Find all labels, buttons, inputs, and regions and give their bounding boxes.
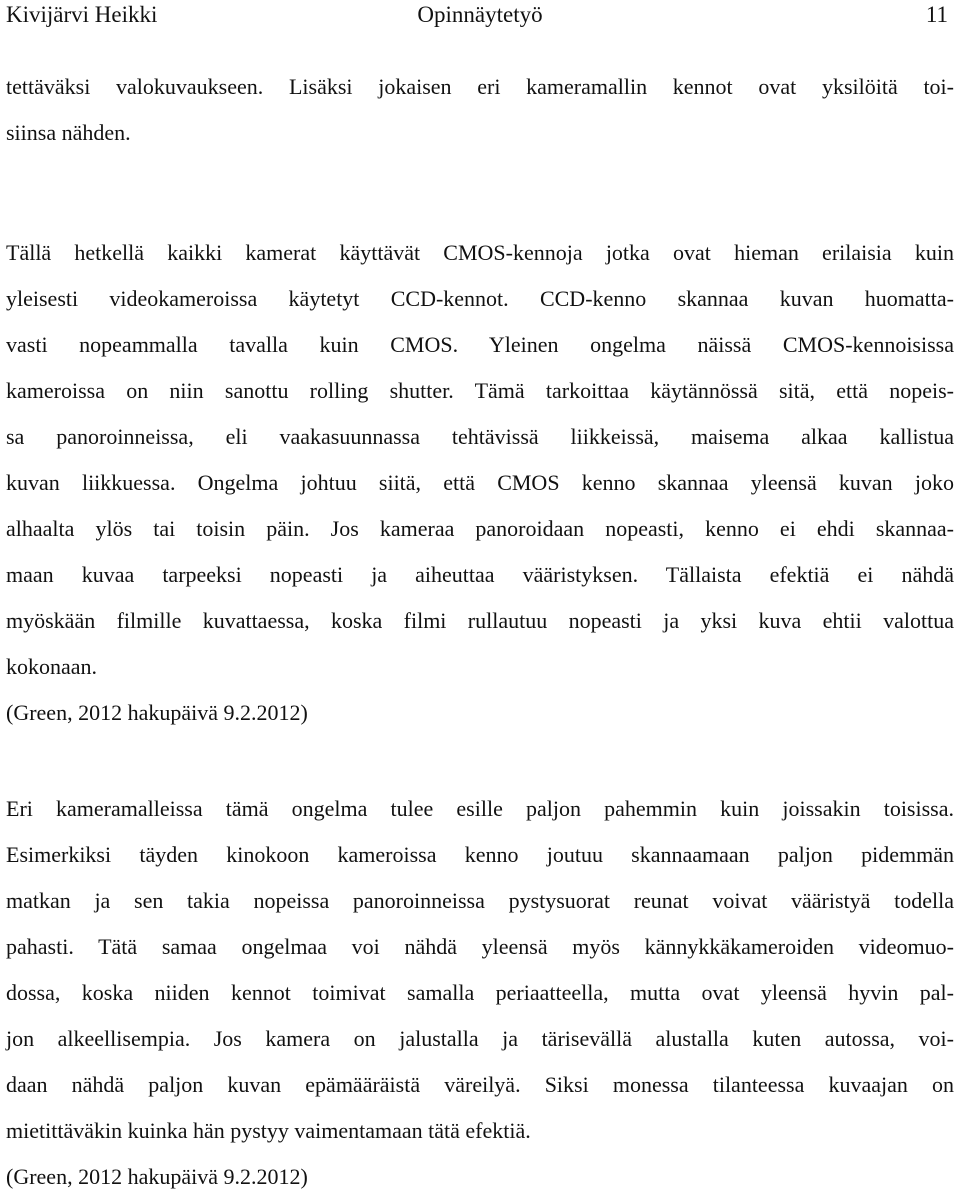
body-line: Tällä hetkellä kaikki kamerat käyttävät CMOS-kennoja jotka ovat hieman erilaisia kuin xyxy=(6,240,954,265)
body-line: Esimerkiksi täyden kinokoon kameroissa kenno joutuu skannaamaan paljon pidemmän xyxy=(6,842,954,867)
page-header xyxy=(6,0,954,34)
body-line: kokonaan. xyxy=(6,654,98,679)
body-line: matkan ja sen takia nopeissa panoroinneissa pystysuorat reunat voivat vääristyä todella xyxy=(6,888,954,913)
body-line: dossa, koska niiden kennot toimivat samalla periaatteella, mutta ovat yleensä hyvin pal- xyxy=(6,980,954,1005)
body-line: vasti nopeammalla tavalla kuin CMOS. Yleinen ongelma näissä CMOS-kennoisissa xyxy=(6,332,954,357)
body-line: siinsa nähden. xyxy=(6,120,131,145)
body-line: myöskään filmille kuvattaessa, koska filmi rullautuu nopeasti ja yksi kuva ehtii valottua xyxy=(6,608,954,633)
body-line: daan nähdä paljon kuvan epämääräistä väreilyä. Siksi monessa tilanteessa kuvaajan on xyxy=(6,1072,954,1097)
body-line: kuvan liikkuessa. Ongelma johtuu siitä, että CMOS kenno skannaa yleensä kuvan joko xyxy=(6,470,954,495)
body-line: kameroissa on niin sanottu rolling shutter. Tämä tarkoittaa käytännössä sitä, että nopeis- xyxy=(6,378,954,403)
body-line: alhaalta ylös tai toisin päin. Jos kameraa panoroidaan nopeasti, kenno ei ehdi skannaa- xyxy=(6,516,954,541)
body-line: tettäväksi valokuvaukseen. Lisäksi jokaisen eri kameramallin kennot ovat yksilöitä toi- xyxy=(6,74,954,99)
body-line: sa panoroinneissa, eli vaakasuunnassa tehtävissä liikkeissä, maisema alkaa kallistua xyxy=(6,424,954,449)
header-page-number: 11 xyxy=(925,2,948,27)
body-line: jon alkeellisempia. Jos kamera on jalustalla ja tärisevällä alustalla kuten autossa, voi- xyxy=(6,1026,954,1051)
body-line: yleisesti videokameroissa käytetyt CCD-kennot. CCD-kenno skannaa kuvan huomatta- xyxy=(6,286,954,311)
body-line: pahasti. Tätä samaa ongelmaa voi nähdä yleensä myös kännykkäkameroiden videomuo- xyxy=(6,934,954,959)
header-title: Opinnäytetyö xyxy=(417,2,543,27)
citation: (Green, 2012 hakupäivä 9.2.2012) xyxy=(6,1164,308,1189)
header-author: Kivijärvi Heikki xyxy=(6,2,158,27)
body-line: mietittäväkin kuinka hän pystyy vaimentamaan tätä efektiä. xyxy=(6,1118,531,1143)
citation: (Green, 2012 hakupäivä 9.2.2012) xyxy=(6,700,308,725)
body-line: Eri kameramalleissa tämä ongelma tulee esille paljon pahemmin kuin joissakin toisissa. xyxy=(6,796,954,821)
body-line: maan kuvaa tarpeeksi nopeasti ja aiheuttaa vääristyksen. Tällaista efektiä ei nähdä xyxy=(6,562,954,587)
